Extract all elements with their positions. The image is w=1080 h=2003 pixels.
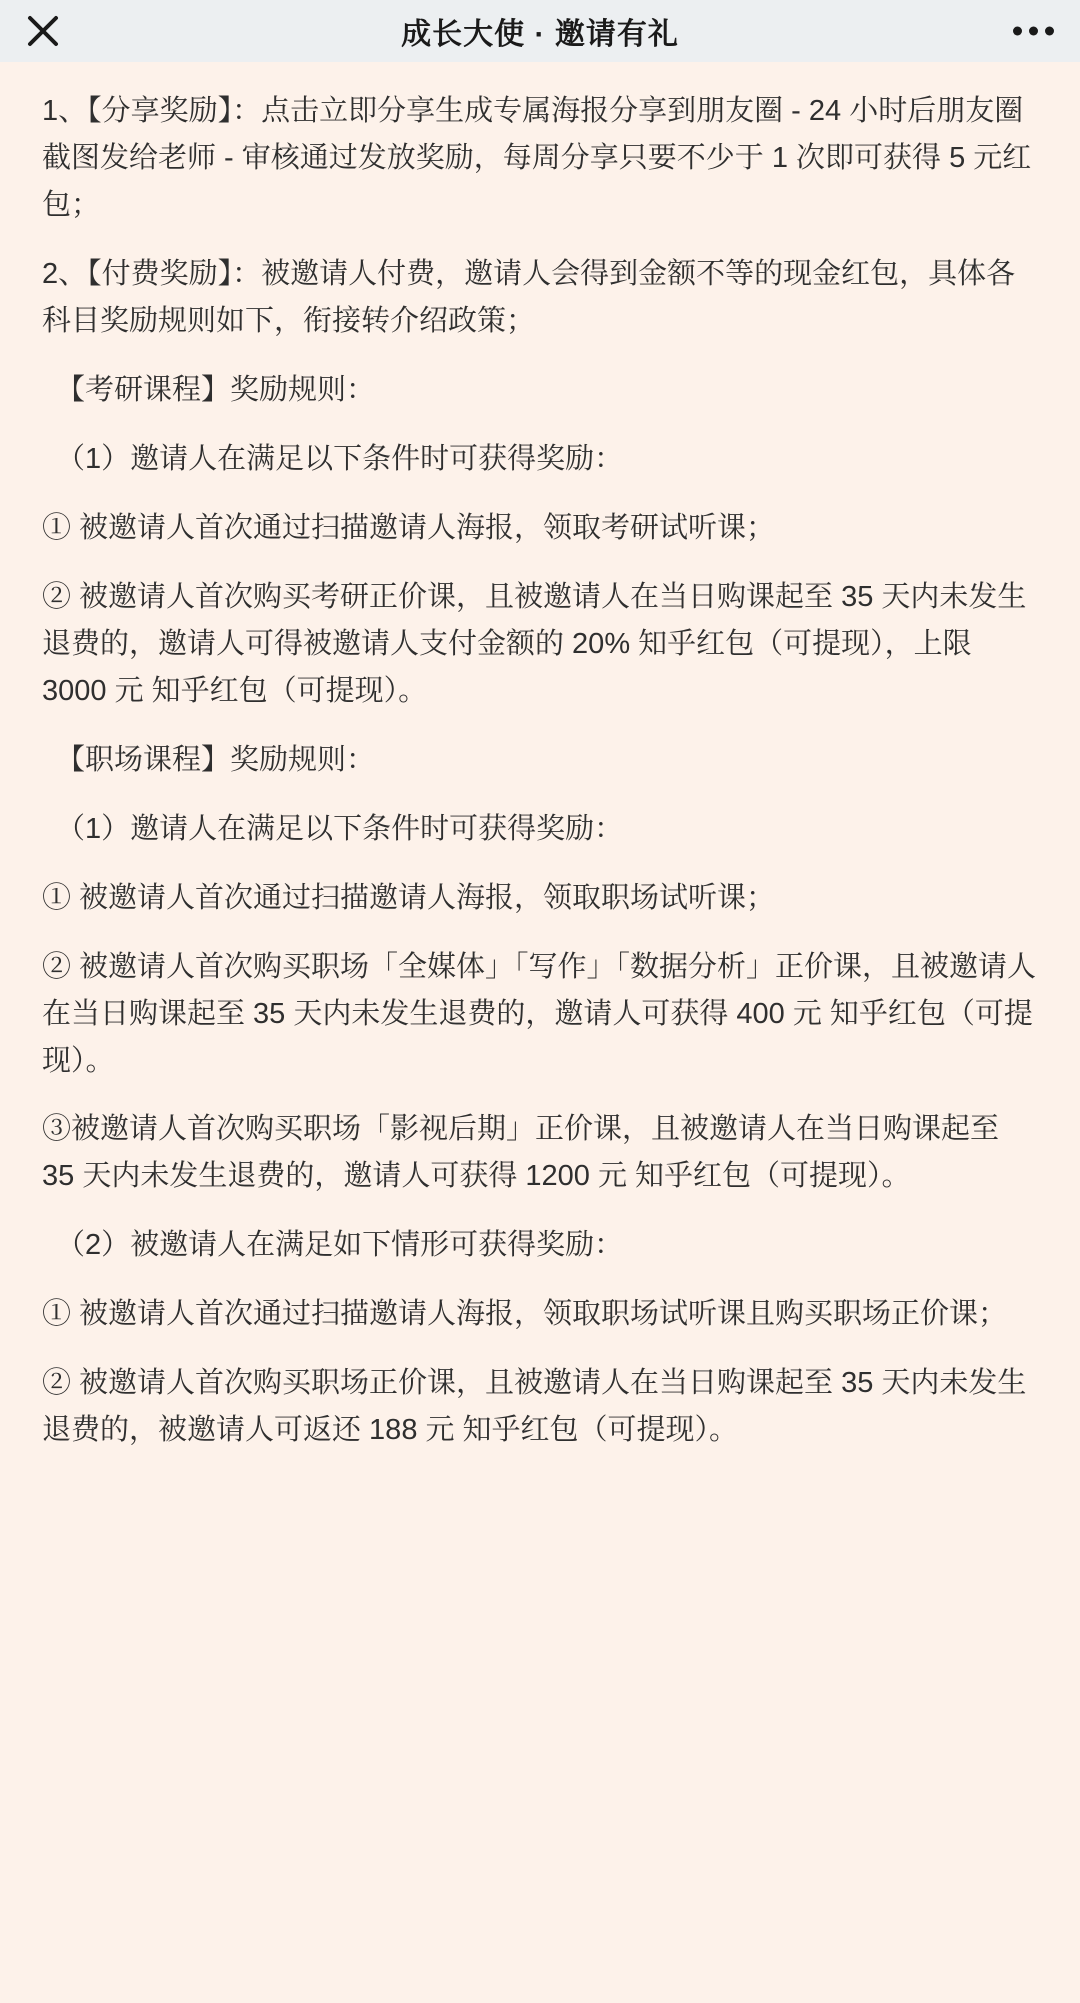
more-dot-2 bbox=[1029, 27, 1038, 36]
rule-section-heading: 【职场课程】奖励规则： bbox=[56, 743, 376, 776]
rule-paragraph: （1）邀请人在满足以下条件时可获得奖励： bbox=[56, 442, 624, 475]
rule-paragraph: ② 被邀请人首次购买职场「全媒体」「写作」「数据分析」正价课，且被邀请人在当日购课起至 35 天内未发生退费的，邀请人可获得 400 元 知乎红包（可提现）。 bbox=[42, 950, 1037, 1077]
rules-content bbox=[0, 62, 1080, 2003]
close-icon[interactable] bbox=[22, 10, 64, 52]
page-title: 成长大使 · 邀请有礼 bbox=[401, 18, 679, 51]
rule-paragraph: ② 被邀请人首次购买职场正价课，且被邀请人在当日购课起至 35 天内未发生退费的，被邀请人可返还 188 元 知乎红包（可提现）。 bbox=[42, 1367, 1027, 1447]
rule-paragraph: ① 被邀请人首次通过扫描邀请人海报，领取职场试听课且购买职场正价课； bbox=[42, 1298, 1008, 1331]
rule-paragraph: 2、【付费奖励】：被邀请人付费，邀请人会得到金额不等的现金红包，具体各科目奖励规则如下，衔接转介绍政策； bbox=[42, 257, 1016, 337]
top-navigation-bar bbox=[0, 0, 1080, 62]
more-dot-1 bbox=[1013, 27, 1022, 36]
rule-paragraph: ② 被邀请人首次购买考研正价课，且被邀请人在当日购课起至 35 天内未发生退费的，邀请人可得被邀请人支付金额的 20% 知乎红包（可提现），上限 3000 元 知乎红包（可提现）。 bbox=[42, 580, 1027, 707]
more-options-icon[interactable] bbox=[1013, 27, 1054, 36]
rule-paragraph: 1、【分享奖励】：点击立即分享生成专属海报分享到朋友圈 - 24 小时后朋友圈截图发给老师 - 审核通过发放奖励，每周分享只要不少于 1 次即可获得 5 元红包； bbox=[42, 95, 1032, 221]
rule-paragraph: ① 被邀请人首次通过扫描邀请人海报，领取职场试听课； bbox=[42, 881, 776, 914]
rule-paragraph: （1）邀请人在满足以下条件时可获得奖励： bbox=[56, 812, 624, 845]
rule-paragraph: （2）被邀请人在满足如下情形可获得奖励： bbox=[56, 1229, 624, 1262]
rule-paragraph: ③被邀请人首次购买职场「影视后期」正价课，且被邀请人在当日购课起至 35 天内未发生退费的，邀请人可获得 1200 元 知乎红包（可提现）。 bbox=[42, 1113, 1000, 1193]
rule-paragraph: ① 被邀请人首次通过扫描邀请人海报，领取考研试听课； bbox=[42, 511, 776, 544]
more-dot-3 bbox=[1045, 27, 1054, 36]
rule-section-heading: 【考研课程】奖励规则： bbox=[56, 373, 376, 406]
